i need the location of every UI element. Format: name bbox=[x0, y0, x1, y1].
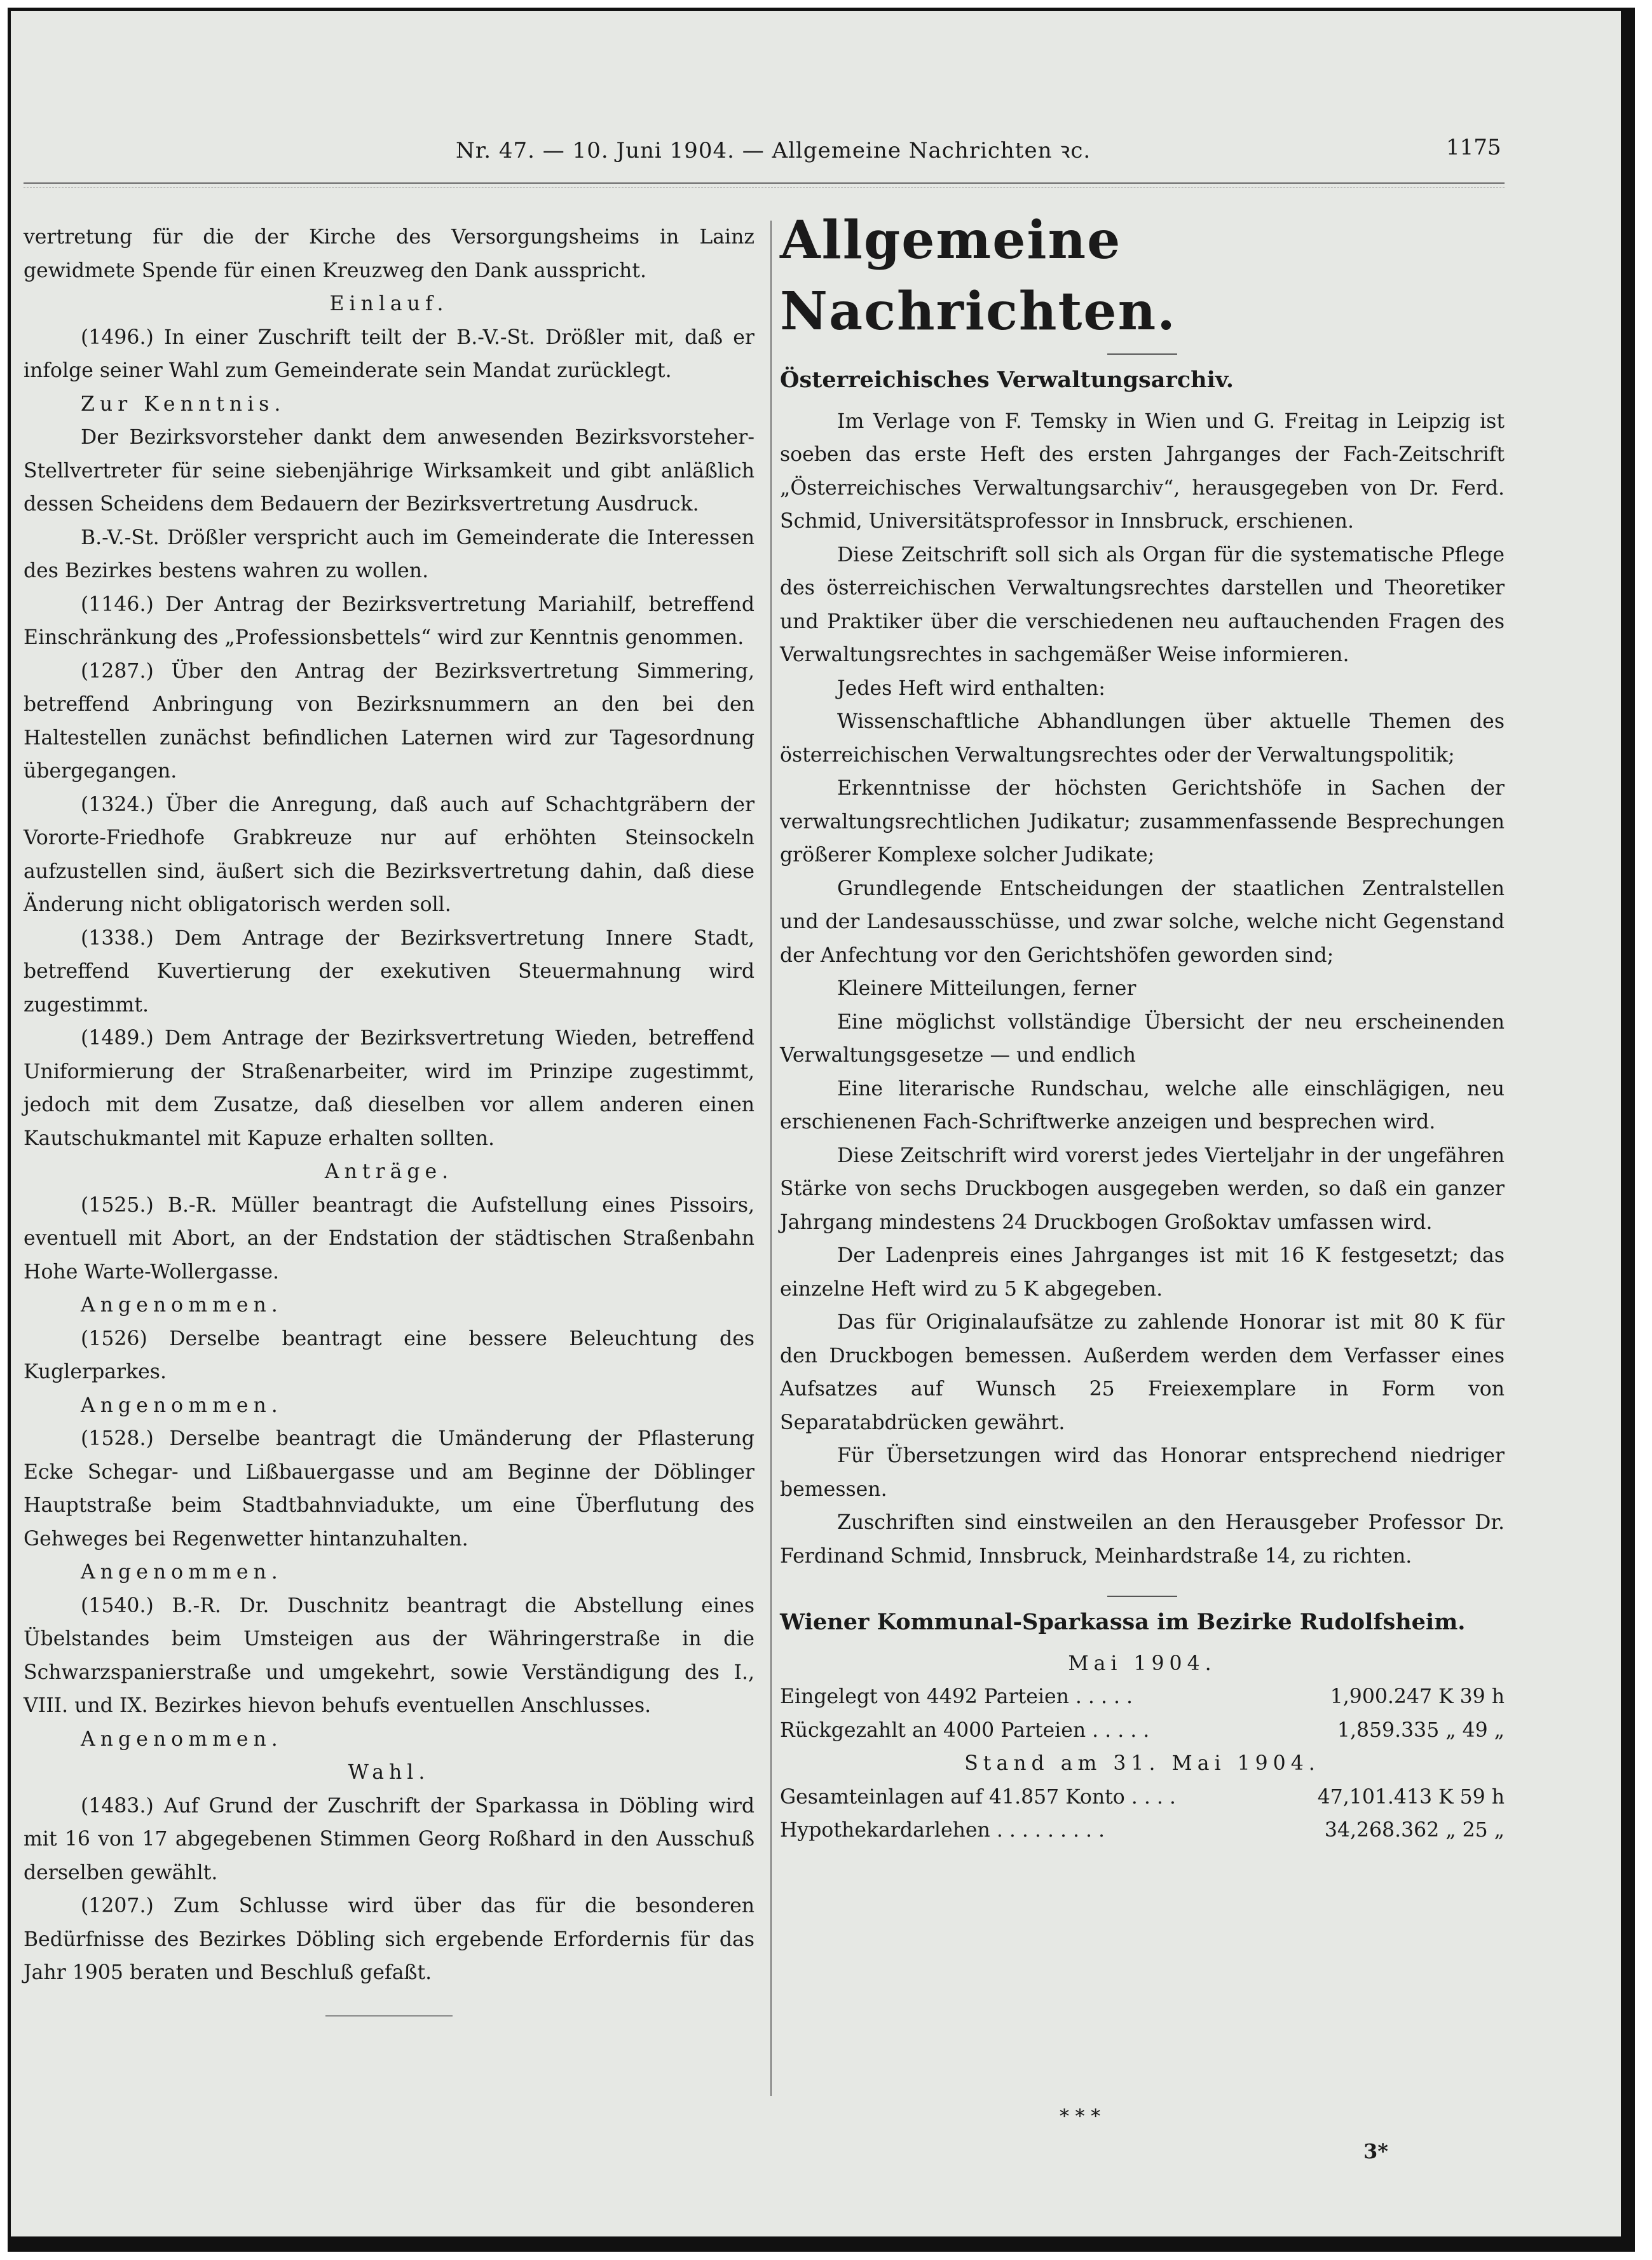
report-month: Mai 1904. bbox=[1068, 1652, 1217, 1675]
decision-label: Angenommen. bbox=[81, 1727, 283, 1751]
column-divider bbox=[770, 221, 772, 2096]
paragraph-droessler: B.-V.-St. Drößler verspricht auch im Gemeinderate die Interessen des Bezirkes bestens wahren zu wollen. bbox=[24, 526, 754, 582]
list-item: Erkenntnisse der höchsten Gerichtshöfe in Sachen der verwaltungsrechtlichen Judikatur; zusammenfassende Besprechungen größerer Komplexe solcher Judikate; bbox=[780, 777, 1505, 866]
decision-label: Zur Kenntnis. bbox=[81, 392, 286, 416]
paragraph: Der Ladenpreis eines Jahrganges ist mit 16 K festgesetzt; das einzelne Heft wird zu 5 K abgegeben. bbox=[780, 1244, 1505, 1301]
row-label: Eingelegt von 4492 Parteien . . . . . bbox=[780, 1685, 1133, 1708]
row-value: 47,101.413 K 59 h bbox=[1317, 1785, 1505, 1809]
row-value: 1,859.335 „ 49 „ bbox=[1337, 1718, 1505, 1742]
asterism-ornament: * * * bbox=[1060, 2106, 1101, 2128]
paragraph: Für Übersetzungen wird das Honorar entsprechend niedriger bemessen. bbox=[780, 1444, 1505, 1501]
left-column bbox=[24, 221, 754, 2017]
table-row bbox=[780, 1781, 1505, 1814]
paragraph-1489: (1489.) Dem Antrage der Bezirksvertretung Wieden, betreffend Uniformierung der Straßenarbeiter, wird im Prinzipe zugestimmt, jedoch mit dem Zusatze, daß dieselben vor allem anderen einen Kautschukmantel mit Kapuze erhalten sollten. bbox=[24, 1027, 754, 1150]
paragraph-1483: (1483.) Auf Grund der Zuschrift der Sparkassa in Döbling wird mit 16 von 17 abgegebenen Stimmen Georg Roßhard in den Ausschuß derselben gewählt. bbox=[24, 1794, 754, 1884]
page-number: 1175 bbox=[1446, 135, 1501, 160]
list-item: Grundlegende Entscheidungen der staatlichen Zentralstellen und der Landesausschüsse, und zwar solche, welche nicht Gegenstand der Anfechtung vor den Gerichtshöfen geworden sind; bbox=[780, 877, 1505, 967]
right-column bbox=[780, 202, 1505, 1847]
row-value: 34,268.362 „ 25 „ bbox=[1324, 1819, 1505, 1842]
page-header: Nr. 47. — 10. Juni 1904. — Allgemeine Nachrichten ꝛc. bbox=[456, 138, 1091, 163]
row-label: Rückgezahlt an 4000 Parteien . . . . . bbox=[780, 1718, 1150, 1742]
paragraph-1526: (1526) Derselbe beantragt eine bessere Beleuchtung des Kuglerparkes. bbox=[24, 1327, 754, 1383]
paragraph: vertretung für die der Kirche des Versorgungsheims in Lainz gewidmete Spende für einen Kreuzweg den Dank ausspricht. bbox=[24, 226, 754, 282]
paragraph-1540: (1540.) B.-R. Dr. Duschnitz beantragt die Abstellung eines Übelstandes beim Umsteigen aus der Währingerstraße in die Schwarzspanierstraße und umgekehrt, sowie Verständigung des I., VIII. und IX. Bezirkes hievon behufs eventuellen Anschlusses. bbox=[24, 1594, 754, 1717]
paragraph: Diese Zeitschrift soll sich als Organ für die systematische Pflege des österreichischen Verwaltungsrechtes darstellen und Theoretiker und Praktiker über die verschiedenen neu auftauchenden Fragen des Verwaltungsrechtes in sachgemäßer Weise informieren. bbox=[780, 543, 1505, 666]
paragraph-bezirksvorsteher: Der Bezirksvorsteher dankt dem anwesenden Bezirksvorsteher-Stellvertreter für seine siebenjährige Wirksamkeit und gibt anläßlich dessen Scheidens dem Bedauern der Bezirksvertretung Ausdruck. bbox=[24, 426, 754, 516]
list-item: Kleinere Mitteilungen, ferner bbox=[837, 977, 1137, 1000]
paragraph: Jedes Heft wird enthalten: bbox=[837, 676, 1105, 700]
title-rule bbox=[1107, 353, 1177, 355]
paragraph: Im Verlage von F. Temsky in Wien und G. Freitag in Leipzig ist soeben das erste Heft des ersten Jahrganges der Fach-Zeitschrift „Österreichisches Verwaltungsarchiv“, herausgegeben von Dr. Ferd. Schmid, Universitätsprofessor in Innsbruck, erschienen. bbox=[780, 409, 1505, 533]
table-row bbox=[780, 1814, 1505, 1847]
sparkassa-title: Wiener Kommunal-Sparkassa im Bezirke Rudolfsheim. bbox=[780, 1609, 1466, 1635]
newspaper-page bbox=[8, 8, 1635, 2252]
main-title: Allgemeine Nachrichten. bbox=[780, 210, 1177, 342]
stats-table bbox=[780, 1781, 1505, 1847]
section-heading-antraege: Anträge. bbox=[324, 1160, 454, 1183]
section-title: Österreichisches Verwaltungsarchiv. bbox=[780, 367, 1234, 393]
paragraph-1496: (1496.) In einer Zuschrift teilt der B.-V.-St. Drößler mit, daß er infolge seiner Wahl zum Gemeinderate sein Mandat zurücklegt. bbox=[24, 325, 754, 382]
paragraph-1146: (1146.) Der Antrag der Bezirksvertretung Mariahilf, betreffend Einschränkung des „Professionsbettels“ wird zur Kenntnis genommen. bbox=[24, 592, 754, 649]
table-row bbox=[780, 1680, 1505, 1714]
row-label: Gesamteinlagen auf 41.857 Konto . . . . bbox=[780, 1785, 1176, 1809]
paragraph-1525: (1525.) B.-R. Müller beantragt die Aufstellung eines Pissoirs, eventuell mit Abort, an der Endstation der städtischen Straßenbahn Hohe Warte-Wollergasse. bbox=[24, 1193, 754, 1284]
signature-mark: 3* bbox=[1363, 2139, 1388, 2163]
row-label: Hypothekardarlehen . . . . . . . . . bbox=[780, 1819, 1105, 1842]
paragraph-1207: (1207.) Zum Schlusse wird über das für die besonderen Bedürfnisse des Bezirkes Döbling sich ergebende Erfordernis für das Jahr 1905 beraten und Beschluß gefaßt. bbox=[24, 1894, 754, 1984]
paragraph-1528: (1528.) Derselbe beantragt die Umänderung der Pflasterung Ecke Schegar- und Lißbauergasse und am Beginne der Döblinger Hauptstraße beim Stadtbahnviadukte, um eine Überflutung des Gehweges bei Regenwetter hintanzuhalten. bbox=[24, 1427, 754, 1551]
section-heading-wahl: Wahl. bbox=[348, 1761, 430, 1784]
end-rule bbox=[325, 2015, 453, 2017]
list-item: Eine möglichst vollständige Übersicht der neu erscheinenden Verwaltungsgesetze — und endlich bbox=[780, 1010, 1505, 1067]
section-rule bbox=[1107, 1596, 1177, 1597]
section-heading-einlauf: Einlauf. bbox=[329, 292, 449, 315]
decision-label: Angenommen. bbox=[81, 1561, 283, 1584]
paragraph-1287: (1287.) Über den Antrag der Bezirksvertretung Simmering, betreffend Anbringung von Bezirksnummern an den bei den Haltestellen zunächst befindlichen Laternen wird zur Tagesordnung übergegangen. bbox=[24, 659, 754, 783]
paragraph: Zuschriften sind einstweilen an den Herausgeber Professor Dr. Ferdinand Schmid, Innsbruck, Meinhardstraße 14, zu richten. bbox=[780, 1511, 1505, 1568]
table-row bbox=[780, 1714, 1505, 1748]
header-rule bbox=[24, 182, 1505, 188]
decision-label: Angenommen. bbox=[81, 1294, 283, 1317]
list-item: Eine literarische Rundschau, welche alle einschlägigen, neu erschienenen Fach-Schriftwerke anzeigen und besprechen wird. bbox=[780, 1077, 1505, 1133]
paragraph: Das für Originalaufsätze zu zahlende Honorar ist mit 80 K für den Druckbogen bemessen. Außerdem werden dem Verfasser eines Aufsatzes auf Wunsch 25 Freiexemplare in Form von Separatabdrücken gewährt. bbox=[780, 1311, 1505, 1434]
list-item: Wissenschaftliche Abhandlungen über aktuelle Themen des österreichischen Verwaltungsrechtes oder der Verwaltungspolitik; bbox=[780, 710, 1505, 767]
paragraph-1324: (1324.) Über die Anregung, daß auch auf Schachtgräbern der Vororte-Friedhofe Grabkreuze nur auf erhöhten Steinsockeln aufzustellen sind, äußert sich die Bezirksvertretung dahin, daß diese Änderung nicht obligatorisch werden soll. bbox=[24, 793, 754, 916]
paragraph: Diese Zeitschrift wird vorerst jedes Vierteljahr in der ungefähren Stärke von sechs Druckbogen ausgegeben werden, so daß ein ganzer Jahrgang mindestens 24 Druckbogen Großoktav umfassen wird. bbox=[780, 1144, 1505, 1234]
paragraph-1338: (1338.) Dem Antrage der Bezirksvertretung Innere Stadt, betreffend Kuvertierung der exekutiven Steuermahnung wird zugestimmt. bbox=[24, 926, 754, 1017]
stats-table bbox=[780, 1680, 1505, 1747]
report-date: Stand am 31. Mai 1904. bbox=[964, 1752, 1320, 1775]
decision-label: Angenommen. bbox=[81, 1394, 283, 1417]
row-value: 1,900.247 K 39 h bbox=[1330, 1685, 1505, 1708]
